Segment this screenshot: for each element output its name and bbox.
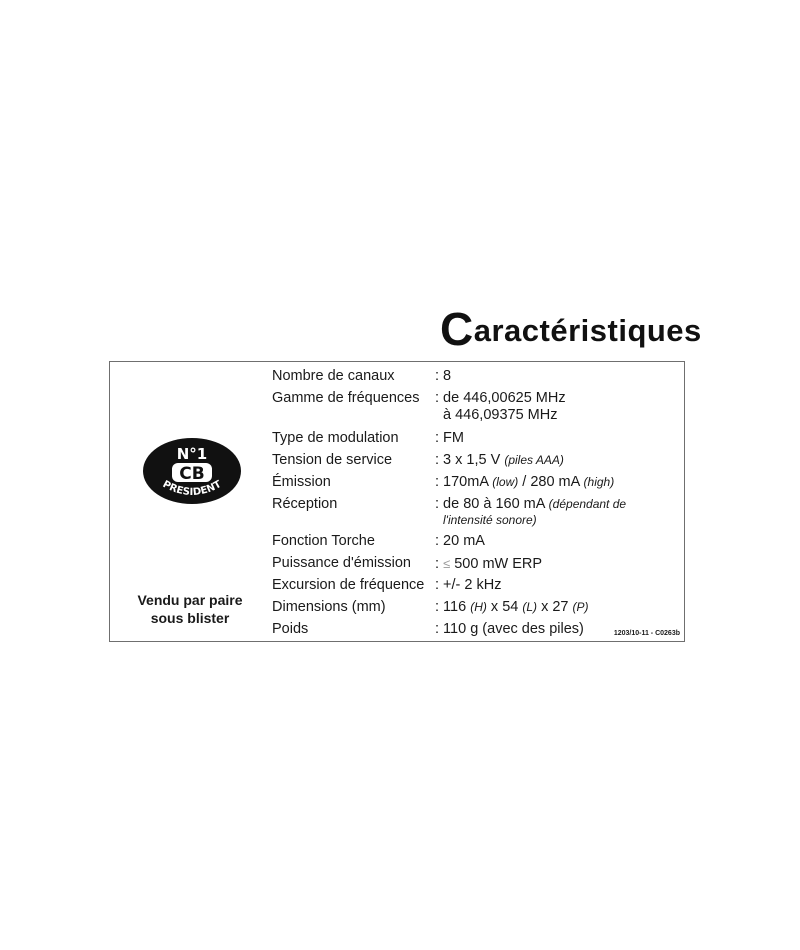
spec-value-group	[435, 452, 564, 469]
president-logo	[142, 437, 242, 505]
title-initial: C	[440, 303, 474, 355]
spec-label: Type de modulation	[272, 430, 399, 446]
spec-label: Fonction Torche	[272, 533, 375, 549]
spec-value: : +/- 2 kHz	[435, 577, 502, 593]
logo-number: N°1	[176, 445, 208, 463]
less-or-equal-icon: ≤	[443, 556, 451, 571]
spec-label: Nombre de canaux	[272, 368, 395, 384]
spec-prefix: :	[435, 556, 440, 572]
spec-note-high: (high)	[583, 475, 615, 489]
title-rest: aractéristiques	[473, 313, 702, 348]
spec-value-group	[435, 555, 542, 573]
spec-label: Tension de service	[272, 452, 393, 468]
spec-value: : 116	[435, 599, 467, 615]
spec-row-frequency-range	[272, 390, 566, 423]
page-title	[440, 302, 702, 356]
spec-value-continued: à 446,09375 MHz	[443, 407, 558, 423]
spec-note: (dépendant de	[548, 497, 627, 511]
spec-value-width: x 54	[490, 599, 519, 615]
spec-value-depth: x 27	[541, 599, 569, 615]
spec-label: Réception	[272, 496, 338, 512]
spec-label: Poids	[272, 621, 309, 637]
spec-row-reception	[272, 496, 627, 527]
sale-note	[120, 591, 260, 627]
spec-row-channels	[272, 368, 452, 385]
spec-label: Gamme de fréquences	[272, 390, 420, 406]
spec-value: : de 80 à 160 mA	[435, 496, 545, 512]
spec-label: Excursion de fréquence	[272, 577, 425, 593]
spec-label: Puissance d'émission	[272, 555, 411, 571]
spec-value-group	[435, 599, 589, 616]
spec-row-power	[272, 555, 543, 572]
logo-cb: CB	[179, 464, 205, 484]
sale-note-line2: sous blister	[150, 610, 230, 626]
spec-note: (piles AAA)	[504, 453, 564, 467]
spec-value: : 20 mA	[435, 533, 485, 549]
spec-value-group	[435, 496, 626, 513]
spec-value-group	[435, 474, 614, 491]
spec-value: : 3 x 1,5 V	[435, 452, 501, 468]
spec-value: 500 mW ERP	[454, 556, 543, 572]
spec-label: Dimensions (mm)	[272, 599, 386, 615]
spec-box	[109, 361, 685, 642]
spec-row-torch	[272, 533, 485, 550]
spec-value: : FM	[435, 430, 464, 446]
spec-value-high: / 280 mA	[522, 474, 580, 490]
sale-note-line1: Vendu par paire	[137, 592, 243, 608]
spec-row-deviation	[272, 577, 502, 594]
spec-row-modulation	[272, 430, 464, 447]
spec-note-length: (L)	[522, 600, 538, 614]
spec-value: : 170mA	[435, 474, 489, 490]
spec-note-low: (low)	[492, 475, 519, 489]
spec-row-weight	[272, 621, 584, 638]
spec-note-height: (H)	[470, 600, 487, 614]
spec-note-continued: l'intensité sonore)	[443, 513, 537, 527]
spec-row-dimensions	[272, 599, 589, 616]
spec-row-emission	[272, 474, 615, 491]
logo-brand-text: PRESIDENT	[160, 478, 224, 499]
spec-label: Émission	[272, 474, 331, 490]
spec-value: : 8	[435, 368, 452, 384]
reference-code: 1203/10-11 - C0263b	[613, 630, 680, 637]
spec-value: : de 446,00625 MHz	[435, 390, 566, 406]
spec-row-voltage	[272, 452, 564, 469]
spec-note-depth: (P)	[572, 600, 589, 614]
spec-value: : 110 g (avec des piles)	[435, 621, 584, 637]
